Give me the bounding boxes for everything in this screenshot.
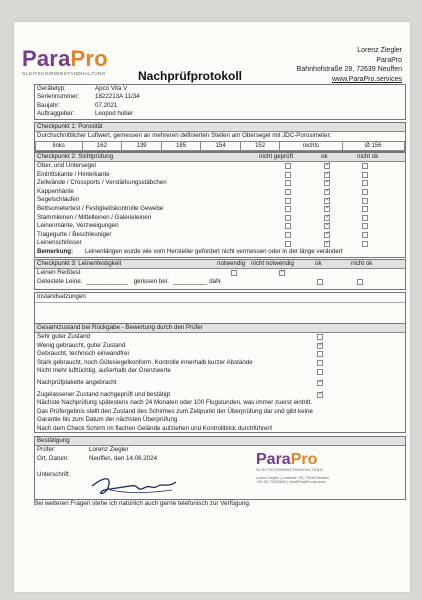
repairs-section: Instandsetzungen [34, 292, 406, 324]
check-porosity: Checkpunkt 1: Porosität Durchschnittlicher Luftwert, gemessen an mehreren definierten Stellen am Obersegel mit JDC-Porosimeter: links 162 139 185 154 152 rechts Ø 156 [34, 122, 406, 152]
address-block: Lorenz Ziegler ParaPro Bahnhofstraße 28, 72639 Neuffen www.ParaPro.services [296, 47, 402, 83]
document-title: Nachprüfprotokoll [138, 69, 242, 83]
signature-drawing [90, 468, 180, 498]
parapro-stamp: ParaPro GLEITSCHIRMINSTANDHALTUNG Lorenz Ziegler | Lindenstr. 28 | 72639 Neuffen +49 151 72510845 | info@ParaPro.services [256, 451, 329, 484]
confirmation: Bestätigung Prüfer: Lorenz Ziegler Ort, Datum: Neuffen, den 14.06.2024 Unterschrift: [34, 436, 406, 500]
overall-condition: Gesamtzustand bei Rückgabe - Bewertung durch den Prüfer Sehr guter Zustand Wenig gebraucht, guter Zustand ✓ Gebraucht, technisch einwandfrei Stark gebraucht, noch Gütesiegelkonform, Kontrolle innerhalb kurzer Abstände Nicht mehr lufttüchtig, außerhalb der Grenzwerte Nachprüfplakette angebracht ✓ Zugelassener Zustand nachgeprüft und bestätigt ✓ Nächste Nachprüfung spätestens nach 24 Monaten oder 100 Flugstunden, was immer zuerst eintritt. Das Prüfergebnis stellt den Zustand des Schirmes zum Zeitpunkt der Überprüfung dar und gibt keine Garantie bis zum Datum der nächsten Überprüfung. Nach dem Check Schirm im flachen Gelände aufziehen und Kontrollblick durchführen! [34, 323, 406, 433]
parapro-logo: ParaPro GLEITSCHIRMINSTANDHALTUNG [22, 46, 108, 76]
device-info: Gerätetyp: Apco Vita V Seriennummer: 1822213A 11/34 Baujahr: 07.2021 Auftraggeber: Leopod huber [34, 84, 406, 120]
check-visual: Checkpunkt 2: Sichtprüfung nicht geprüft ok nicht ok Ober, und Untersegel ✓ Eintrittskante / Hinterkante ✓ Zellwände / Crossports / Verstärkungsstäbchen ✓ Kappenhänte ✓ Segelschlaufen ✓ Bettsometertest / Festigkeitskontrolle Gewebe ✓ Stammleinen / Mittelleinen / Galerieleinen ✓ Leinenmänte, Verzweigungen ✓ Tragegurte / Beschleuniger ✓ Leinenschlösser ✓ Bemerkung: Leinenlängen wurde wie vom Hersteller gefordert nicht vermessen oder in der länge verändert [34, 152, 406, 258]
check-line-strength: Checkpunkt 3: Leinenfestigkeit notwendig nicht notwendig ok nicht ok Leinen Reißtest ✓ Getestete Leine: ____________ gerissen bei: __________ daN [34, 259, 406, 290]
footer-note: Bei weiteren Fragen stehe ich natürlich auch gerne telefonisch zur Verfügung. [34, 500, 251, 507]
